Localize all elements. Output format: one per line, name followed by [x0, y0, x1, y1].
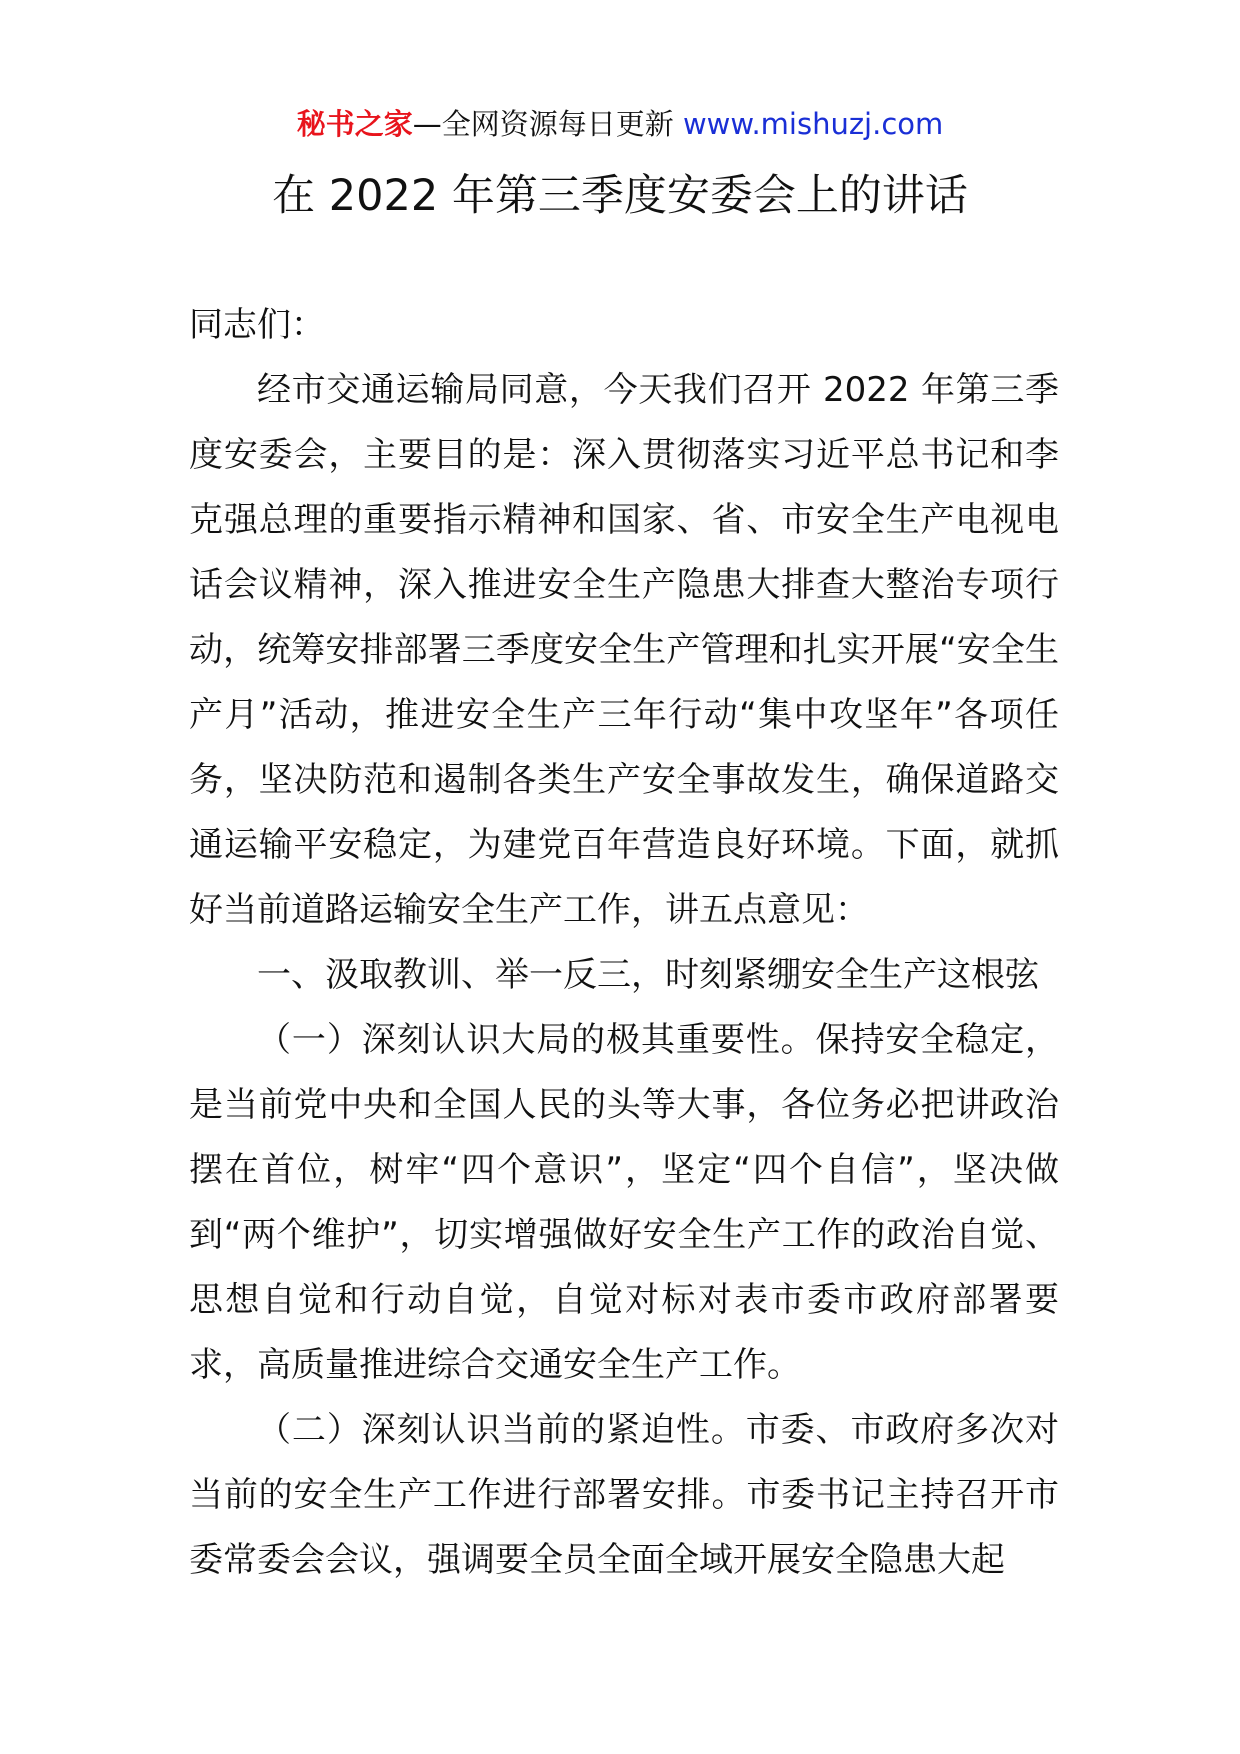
site-url[interactable]: www.mishuzj.com	[682, 107, 944, 141]
body-paragraph: 经市交通运输局同意，今天我们召开 2022 年第三季度安委会，主要目的是：深入贯彻落实习近平总书记和李克强总理的重要指示精神和国家、省、市安全生产电视电话会议精神，深入推进安全生产隐患大排查大整治专项行动，统筹安排部署三季度安全生产管理和扎实开展“安全生产月”活动，推进安全生产三年行动“集中攻坚年”各项任务，坚决防范和遏制各类生产安全事故发生，确保道路交通运输平安稳定，为建党百年营造良好环境。下面，就抓好当前道路运输安全生产工作，讲五点意见：	[189, 370, 1059, 930]
brand-name: 秘书之家	[296, 107, 413, 141]
body-paragraph: （一）深刻认识大局的极其重要性。保持安全稳定，是当前党中央和全国人民的头等大事，各位务必把讲政治摆在首位，树牢“四个意识”，坚定“四个自信”，坚决做到“两个维护”，切实增强做好安全生产工作的政治自觉、思想自觉和行动自觉，自觉对标对表市委市政府部署要求，高质量推进综合交通安全生产工作。	[189, 1020, 1059, 1385]
section-heading: 一、汲取教训、举一反三，时刻紧绷安全生产这根弦	[257, 955, 1039, 995]
header-tagline: —全网资源每日更新	[412, 107, 683, 141]
watermark-header	[0, 104, 1240, 144]
document-title: 在 2022 年第三季度安委会上的讲话	[272, 171, 968, 221]
salutation: 同志们：	[189, 305, 325, 345]
document-body	[189, 293, 1059, 1593]
body-paragraph: （二）深刻认识当前的紧迫性。市委、市政府多次对当前的安全生产工作进行部署安排。市委书记主持召开市委常委会会议，强调要全员全面全域开展安全隐患大起	[189, 1410, 1059, 1580]
